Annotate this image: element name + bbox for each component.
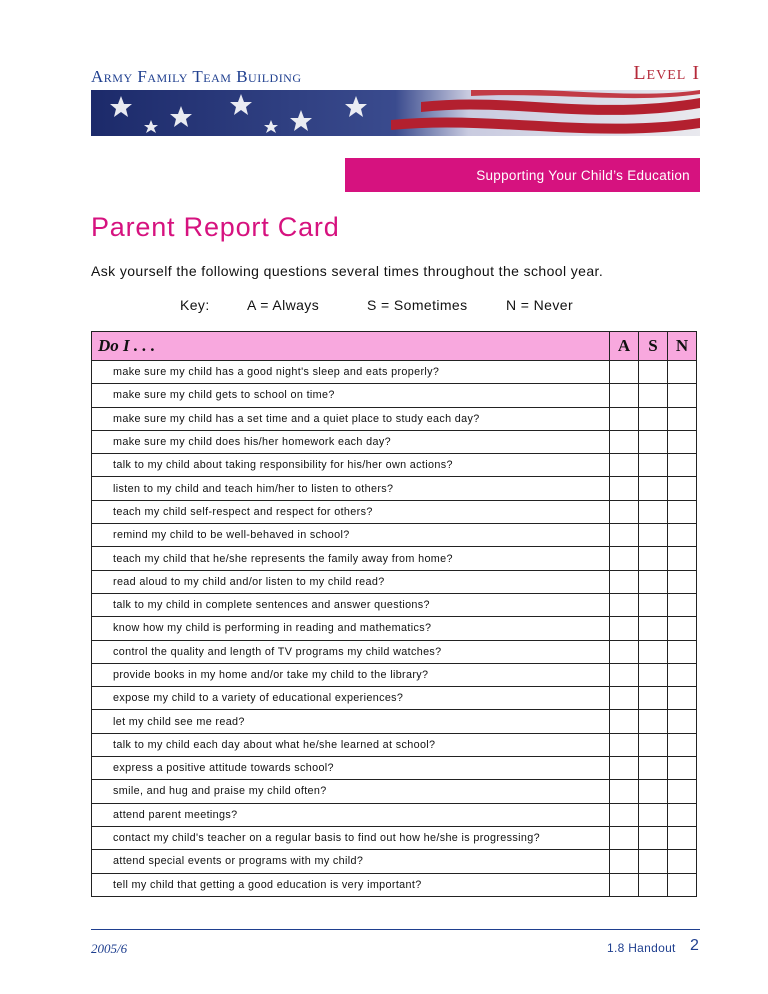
footer-divider bbox=[91, 929, 700, 930]
checkbox-never[interactable] bbox=[668, 570, 697, 593]
checkbox-always[interactable] bbox=[610, 477, 639, 500]
question-text: contact my child's teacher on a regular basis to find out how he/she is progressing? bbox=[92, 826, 610, 849]
checkbox-never[interactable] bbox=[668, 663, 697, 686]
checkbox-sometimes[interactable] bbox=[639, 524, 668, 547]
question-text: attend parent meetings? bbox=[92, 803, 610, 826]
checkbox-always[interactable] bbox=[610, 361, 639, 384]
checkbox-always[interactable] bbox=[610, 454, 639, 477]
checkbox-sometimes[interactable] bbox=[639, 407, 668, 430]
question-text: attend special events or programs with my child? bbox=[92, 850, 610, 873]
checkbox-always[interactable] bbox=[610, 710, 639, 733]
checkbox-sometimes[interactable] bbox=[639, 617, 668, 640]
table-row bbox=[92, 803, 697, 826]
checkbox-sometimes[interactable] bbox=[639, 384, 668, 407]
checkbox-sometimes[interactable] bbox=[639, 663, 668, 686]
checkbox-always[interactable] bbox=[610, 780, 639, 803]
question-text: talk to my child about taking responsibility for his/her own actions? bbox=[92, 454, 610, 477]
table-row bbox=[92, 663, 697, 686]
question-text: remind my child to be well-behaved in school? bbox=[92, 524, 610, 547]
table-row bbox=[92, 757, 697, 780]
checkbox-never[interactable] bbox=[668, 873, 697, 896]
footer-page-number: 2 bbox=[690, 937, 699, 954]
table-row bbox=[92, 617, 697, 640]
checkbox-always[interactable] bbox=[610, 384, 639, 407]
question-text: tell my child that getting a good education is very important? bbox=[92, 873, 610, 896]
question-text: make sure my child has a good night's sleep and eats properly? bbox=[92, 361, 610, 384]
table-row bbox=[92, 454, 697, 477]
checkbox-always[interactable] bbox=[610, 593, 639, 616]
checkbox-never[interactable] bbox=[668, 757, 697, 780]
checkbox-always[interactable] bbox=[610, 570, 639, 593]
checkbox-never[interactable] bbox=[668, 826, 697, 849]
footer-handout: 1.8 Handout bbox=[607, 941, 676, 955]
table-row bbox=[92, 710, 697, 733]
table-header-row bbox=[92, 332, 697, 361]
checkbox-never[interactable] bbox=[668, 803, 697, 826]
checkbox-always[interactable] bbox=[610, 733, 639, 756]
table-row bbox=[92, 850, 697, 873]
checkbox-always[interactable] bbox=[610, 850, 639, 873]
checkbox-never[interactable] bbox=[668, 687, 697, 710]
checkbox-never[interactable] bbox=[668, 477, 697, 500]
checkbox-never[interactable] bbox=[668, 617, 697, 640]
key-never: N = Never bbox=[506, 297, 574, 313]
checkbox-always[interactable] bbox=[610, 524, 639, 547]
checkbox-sometimes[interactable] bbox=[639, 593, 668, 616]
checkbox-sometimes[interactable] bbox=[639, 733, 668, 756]
checkbox-sometimes[interactable] bbox=[639, 640, 668, 663]
checkbox-sometimes[interactable] bbox=[639, 757, 668, 780]
checkbox-sometimes[interactable] bbox=[639, 570, 668, 593]
header-always: A bbox=[610, 332, 639, 361]
brand-title: Army Family Team Building bbox=[91, 67, 302, 86]
checkbox-never[interactable] bbox=[668, 407, 697, 430]
question-text: teach my child that he/she represents the family away from home? bbox=[92, 547, 610, 570]
question-text: listen to my child and teach him/her to listen to others? bbox=[92, 477, 610, 500]
checkbox-never[interactable] bbox=[668, 547, 697, 570]
header-never: N bbox=[668, 332, 697, 361]
table-row bbox=[92, 593, 697, 616]
checkbox-always[interactable] bbox=[610, 687, 639, 710]
checkbox-always[interactable] bbox=[610, 407, 639, 430]
checkbox-never[interactable] bbox=[668, 454, 697, 477]
section-banner-label: Supporting Your Child’s Education bbox=[476, 167, 690, 183]
checkbox-always[interactable] bbox=[610, 640, 639, 663]
checkbox-sometimes[interactable] bbox=[639, 826, 668, 849]
question-text: control the quality and length of TV programs my child watches? bbox=[92, 640, 610, 663]
question-text: teach my child self-respect and respect for others? bbox=[92, 500, 610, 523]
checkbox-sometimes[interactable] bbox=[639, 500, 668, 523]
checkbox-sometimes[interactable] bbox=[639, 430, 668, 453]
checkbox-never[interactable] bbox=[668, 361, 697, 384]
key-always: A = Always bbox=[247, 297, 320, 313]
table-row bbox=[92, 826, 697, 849]
question-text: expose my child to a variety of educational experiences? bbox=[92, 687, 610, 710]
checkbox-always[interactable] bbox=[610, 617, 639, 640]
checkbox-sometimes[interactable] bbox=[639, 547, 668, 570]
table-row bbox=[92, 873, 697, 896]
checkbox-never[interactable] bbox=[668, 733, 697, 756]
checkbox-always[interactable] bbox=[610, 500, 639, 523]
checkbox-always[interactable] bbox=[610, 547, 639, 570]
key-label: Key: bbox=[180, 297, 210, 313]
header-sometimes: S bbox=[639, 332, 668, 361]
table-row bbox=[92, 780, 697, 803]
checklist-table bbox=[91, 331, 697, 897]
checkbox-never[interactable] bbox=[668, 430, 697, 453]
checkbox-always[interactable] bbox=[610, 757, 639, 780]
table-row bbox=[92, 640, 697, 663]
page-title: Parent Report Card bbox=[91, 212, 340, 242]
checkbox-sometimes[interactable] bbox=[639, 687, 668, 710]
checkbox-sometimes[interactable] bbox=[639, 710, 668, 733]
table-row bbox=[92, 733, 697, 756]
question-text: talk to my child each day about what he/she learned at school? bbox=[92, 733, 610, 756]
table-row bbox=[92, 384, 697, 407]
checkbox-never[interactable] bbox=[668, 593, 697, 616]
question-text: make sure my child does his/her homework each day? bbox=[92, 430, 610, 453]
question-text: provide books in my home and/or take my child to the library? bbox=[92, 663, 610, 686]
question-text: let my child see me read? bbox=[92, 710, 610, 733]
checkbox-always[interactable] bbox=[610, 803, 639, 826]
level-label: Level I bbox=[633, 62, 700, 84]
checkbox-never[interactable] bbox=[668, 524, 697, 547]
question-text: make sure my child gets to school on time? bbox=[92, 384, 610, 407]
question-text: talk to my child in complete sentences and answer questions? bbox=[92, 593, 610, 616]
question-text: make sure my child has a set time and a quiet place to study each day? bbox=[92, 407, 610, 430]
checkbox-always[interactable] bbox=[610, 873, 639, 896]
checkbox-never[interactable] bbox=[668, 780, 697, 803]
question-text: know how my child is performing in reading and mathematics? bbox=[92, 617, 610, 640]
checkbox-sometimes[interactable] bbox=[639, 454, 668, 477]
table-row bbox=[92, 570, 697, 593]
intro-text: Ask yourself the following questions several times throughout the school year. bbox=[91, 263, 604, 279]
checkbox-sometimes[interactable] bbox=[639, 477, 668, 500]
checkbox-never[interactable] bbox=[668, 850, 697, 873]
table-row bbox=[92, 547, 697, 570]
checkbox-never[interactable] bbox=[668, 500, 697, 523]
table-row bbox=[92, 430, 697, 453]
header-do-i: Do I . . . bbox=[92, 332, 610, 361]
checkbox-always[interactable] bbox=[610, 826, 639, 849]
table-row bbox=[92, 687, 697, 710]
question-text: read aloud to my child and/or listen to my child read? bbox=[92, 570, 610, 593]
checkbox-sometimes[interactable] bbox=[639, 850, 668, 873]
question-text: express a positive attitude towards school? bbox=[92, 757, 610, 780]
table-row bbox=[92, 407, 697, 430]
checkbox-sometimes[interactable] bbox=[639, 361, 668, 384]
table-row bbox=[92, 361, 697, 384]
key-sometimes: S = Sometimes bbox=[367, 297, 468, 313]
table-row bbox=[92, 524, 697, 547]
footer-year: 2005/6 bbox=[91, 941, 128, 956]
question-text: smile, and hug and praise my child often? bbox=[92, 780, 610, 803]
checkbox-always[interactable] bbox=[610, 663, 639, 686]
checkbox-sometimes[interactable] bbox=[639, 803, 668, 826]
checkbox-sometimes[interactable] bbox=[639, 780, 668, 803]
checkbox-sometimes[interactable] bbox=[639, 873, 668, 896]
checkbox-never[interactable] bbox=[668, 384, 697, 407]
table-row bbox=[92, 500, 697, 523]
table-row bbox=[92, 477, 697, 500]
flag-banner-image bbox=[91, 90, 700, 136]
section-banner bbox=[345, 158, 700, 192]
checkbox-never[interactable] bbox=[668, 710, 697, 733]
checkbox-always[interactable] bbox=[610, 430, 639, 453]
checkbox-never[interactable] bbox=[668, 640, 697, 663]
